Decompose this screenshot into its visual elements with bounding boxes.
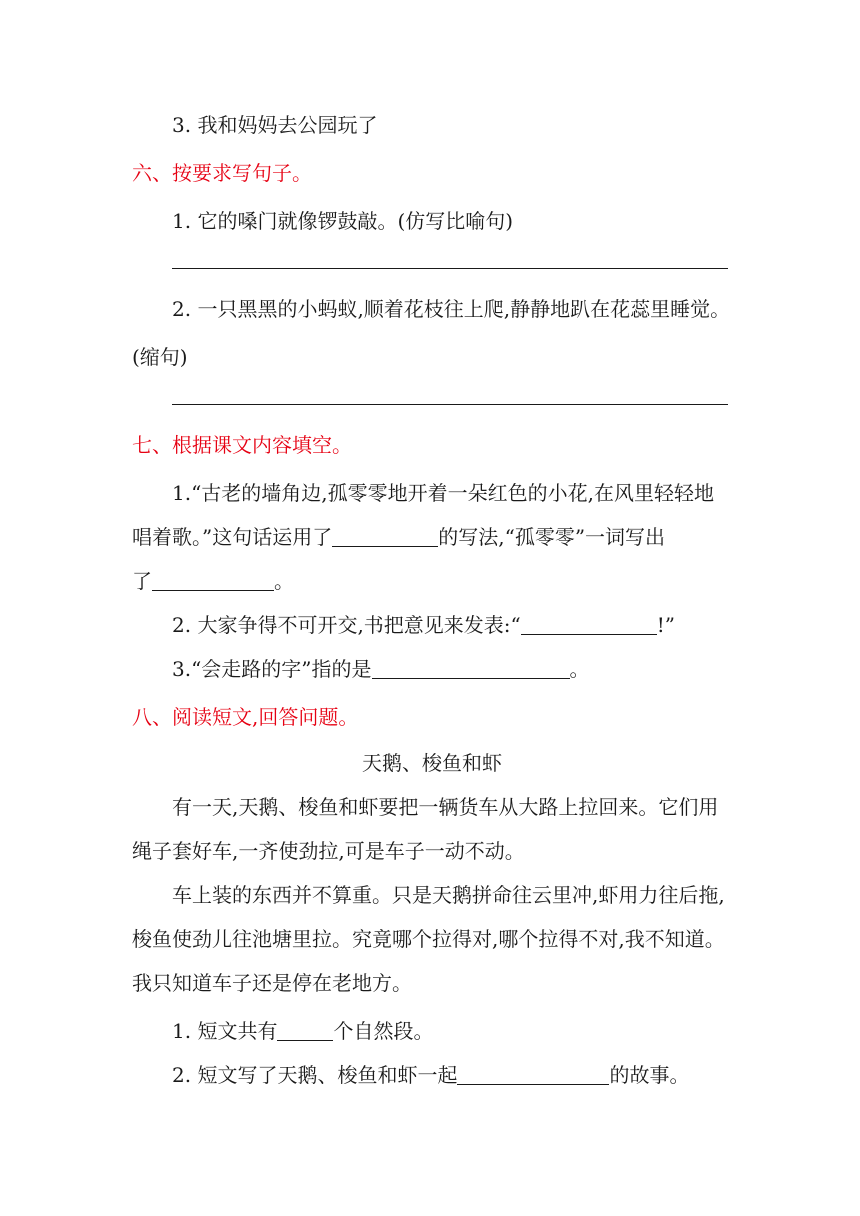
q8-1-text-b: 个自然段。 bbox=[333, 1019, 434, 1043]
q8-2-text-a: 2. 短文写了天鹅、梭鱼和虾一起 bbox=[172, 1063, 458, 1087]
answer-line-6-1[interactable] bbox=[172, 268, 728, 269]
passage-title: 天鹅、梭鱼和虾 bbox=[362, 751, 502, 775]
passage-p2-line-1: 车上装的东西并不算重。只是天鹅拼命往云里冲,虾用力往后拖, bbox=[172, 883, 725, 907]
blank-7-3[interactable] bbox=[372, 658, 570, 679]
section-7-item-3-text-b: 。 bbox=[569, 657, 590, 681]
section-7-heading: 七、根据课文内容填空。 bbox=[132, 433, 352, 457]
blank-7-1-a[interactable] bbox=[332, 526, 438, 547]
section-7-item-1-line-3 bbox=[132, 568, 732, 594]
section-6-heading: 六、按要求写句子。 bbox=[132, 161, 312, 185]
section-6-item-2-line-1: 2. 一只黑黑的小蚂蚁,顺着花枝往上爬,静静地趴在花蕊里睡觉。 bbox=[172, 297, 731, 321]
blank-8-2[interactable] bbox=[457, 1064, 609, 1085]
section-6-item-1: 1. 它的嗓门就像锣鼓敲。(仿写比喻句) bbox=[172, 209, 514, 233]
section-7-item-2-text-b: !” bbox=[656, 613, 676, 637]
blank-7-1-b[interactable] bbox=[152, 570, 274, 591]
section-7-item-3-text-a: 3.“会走路的字”指的是 bbox=[172, 657, 372, 681]
section-7-item-1-text-d: 。 bbox=[274, 569, 294, 593]
section-7-item-2-text-a: 2. 大家争得不可开交,书把意见来发表:“ bbox=[172, 613, 521, 637]
blank-7-2[interactable] bbox=[521, 614, 657, 635]
section-7-item-1-text-b: 的写法,“孤零零”一词写出 bbox=[438, 525, 666, 549]
section-7-item-3 bbox=[172, 656, 772, 682]
section-8-heading: 八、阅读短文,回答问题。 bbox=[132, 705, 359, 729]
passage-p1-line-1: 有一天,天鹅、梭鱼和虾要把一辆货车从大路上拉回来。它们用 bbox=[172, 795, 719, 819]
section-8-question-1 bbox=[172, 1018, 772, 1044]
passage-p1-line-2: 绳子套好车,一齐使劲拉,可是车子一动不动。 bbox=[132, 839, 525, 863]
q5-item-3: 3. 我和妈妈去公园玩了 bbox=[172, 113, 378, 137]
section-6-item-2-line-2: (缩句) bbox=[132, 345, 188, 369]
passage-p2-line-2: 梭鱼使劲儿往池塘里拉。究竟哪个拉得对,哪个拉得不对,我不知道。 bbox=[132, 927, 725, 951]
section-7-item-1-text-a: 唱着歌。”这句话运用了 bbox=[132, 525, 333, 549]
section-7-item-1-line-1: 1.“古老的墙角边,孤零零地开着一朵红色的小花,在风里轻轻地 bbox=[172, 481, 715, 505]
section-8-question-2 bbox=[172, 1062, 772, 1088]
q8-2-text-b: 的故事。 bbox=[609, 1063, 690, 1087]
section-7-item-2 bbox=[172, 612, 772, 638]
passage-p2-line-3: 我只知道车子还是停在老地方。 bbox=[132, 971, 412, 995]
q8-1-text-a: 1. 短文共有 bbox=[172, 1019, 278, 1043]
answer-line-6-2[interactable] bbox=[172, 404, 728, 405]
section-7-item-1-line-2 bbox=[132, 524, 732, 550]
section-7-item-1-text-c: 了 bbox=[132, 569, 152, 593]
blank-8-1[interactable] bbox=[277, 1020, 333, 1041]
